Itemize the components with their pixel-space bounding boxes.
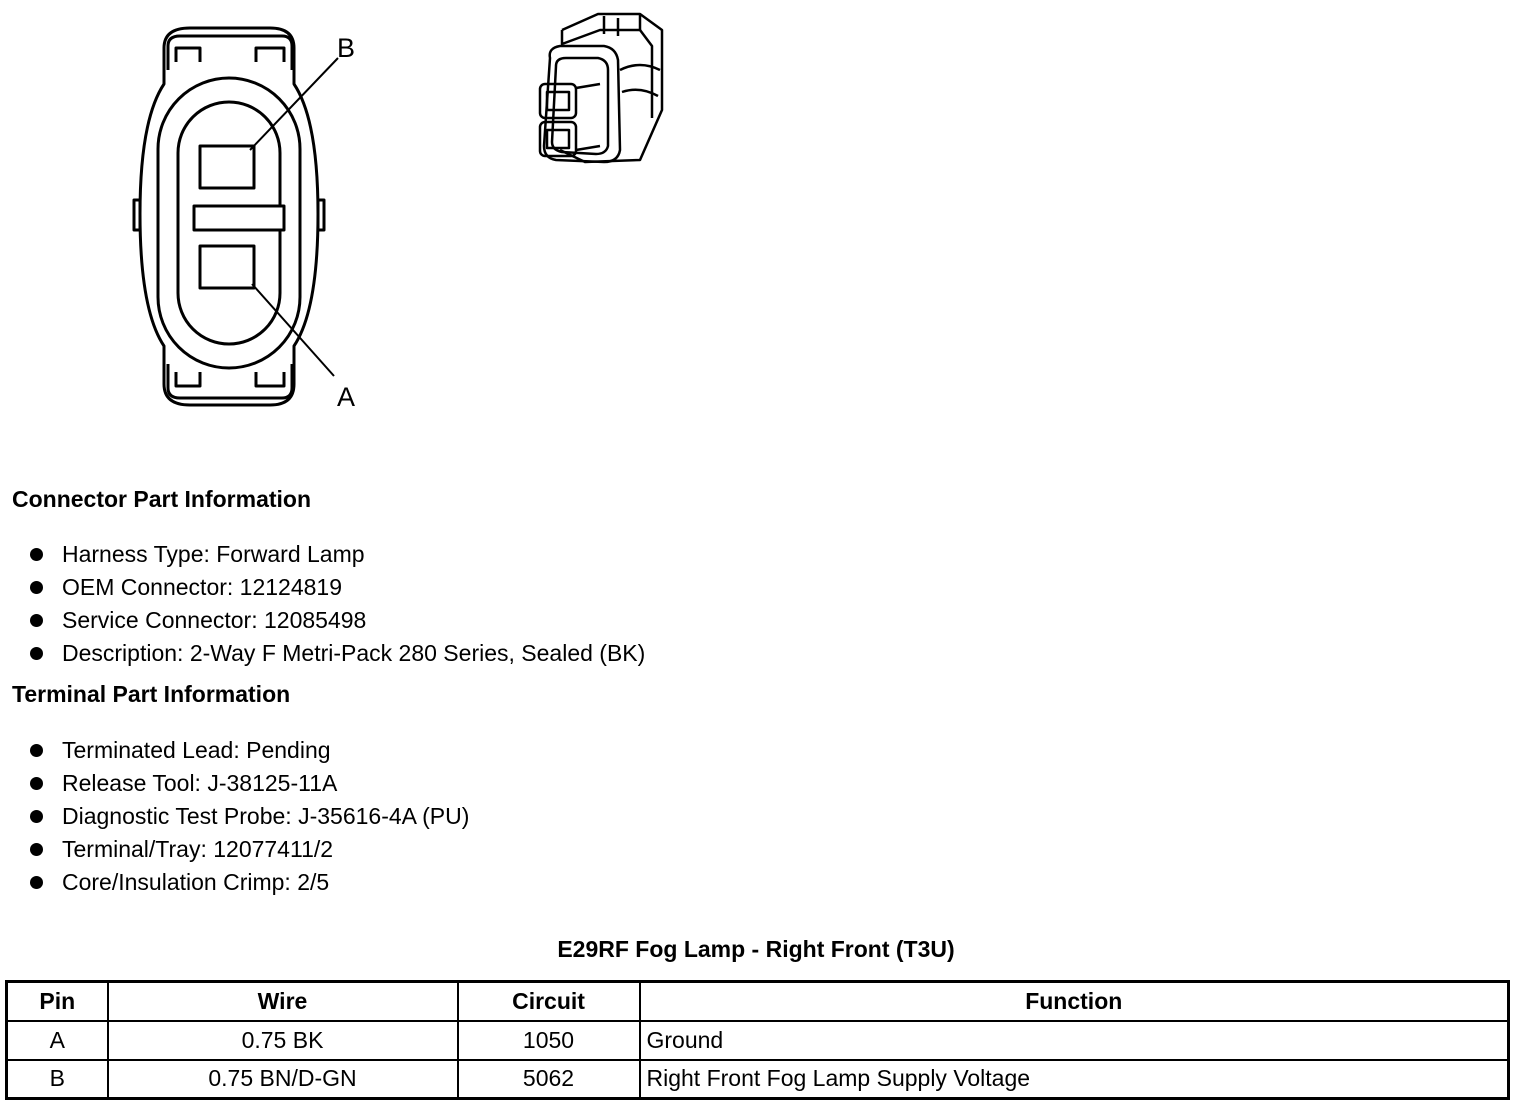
list-item: Service Connector: 12085498: [30, 604, 645, 637]
list-item: Diagnostic Test Probe: J-35616-4A (PU): [30, 800, 469, 833]
list-item: Terminated Lead: Pending: [30, 734, 469, 767]
list-item: Harness Type: Forward Lamp: [30, 538, 645, 571]
bullet-icon: [30, 876, 43, 889]
cell-function: Right Front Fog Lamp Supply Voltage: [640, 1060, 1509, 1099]
cell-pin: A: [7, 1021, 108, 1060]
bullet-icon: [30, 548, 43, 561]
connector-iso-view: [540, 14, 662, 162]
center-key: [194, 206, 284, 230]
connector-diagram: [0, 0, 760, 430]
table-header-row: [7, 982, 1509, 1021]
cavity-a: [200, 246, 254, 288]
cavity-b: [200, 146, 254, 188]
pin-label-a: A: [337, 382, 356, 412]
header-function: Function: [640, 982, 1509, 1021]
bullet-icon: [30, 647, 43, 660]
pin-label-b: B: [337, 33, 356, 63]
cell-pin: B: [7, 1060, 108, 1099]
cell-wire: 0.75 BN/D-GN: [108, 1060, 458, 1099]
list-item: Release Tool: J-38125-11A: [30, 767, 469, 800]
top-latch: [168, 36, 292, 70]
cell-circuit: 5062: [458, 1060, 640, 1099]
header-wire: Wire: [108, 982, 458, 1021]
terminal-info-list: [30, 734, 469, 899]
bullet-icon: [30, 581, 43, 594]
table-title: E29RF Fog Lamp - Right Front (T3U): [557, 936, 955, 962]
pin-table: [5, 980, 1510, 1100]
bullet-icon: [30, 777, 43, 790]
terminal-info-heading: Terminal Part Information: [12, 681, 291, 707]
header-circuit: Circuit: [458, 982, 640, 1021]
cell-wire: 0.75 BK: [108, 1021, 458, 1060]
header-pin: Pin: [7, 982, 108, 1021]
bullet-icon: [30, 614, 43, 627]
list-item: Description: 2-Way F Metri-Pack 280 Series, Sealed (BK): [30, 637, 645, 670]
list-item: OEM Connector: 12124819: [30, 571, 645, 604]
cell-circuit: 1050: [458, 1021, 640, 1060]
table-row: [7, 1021, 1509, 1060]
connector-info-heading: Connector Part Information: [12, 486, 312, 512]
list-item: Terminal/Tray: 12077411/2: [30, 833, 469, 866]
bullet-icon: [30, 843, 43, 856]
list-item: Core/Insulation Crimp: 2/5: [30, 866, 469, 899]
bullet-icon: [30, 810, 43, 823]
table-row: [7, 1060, 1509, 1099]
connector-info-list: [30, 538, 645, 670]
cell-function: Ground: [640, 1021, 1509, 1060]
bullet-icon: [30, 744, 43, 757]
